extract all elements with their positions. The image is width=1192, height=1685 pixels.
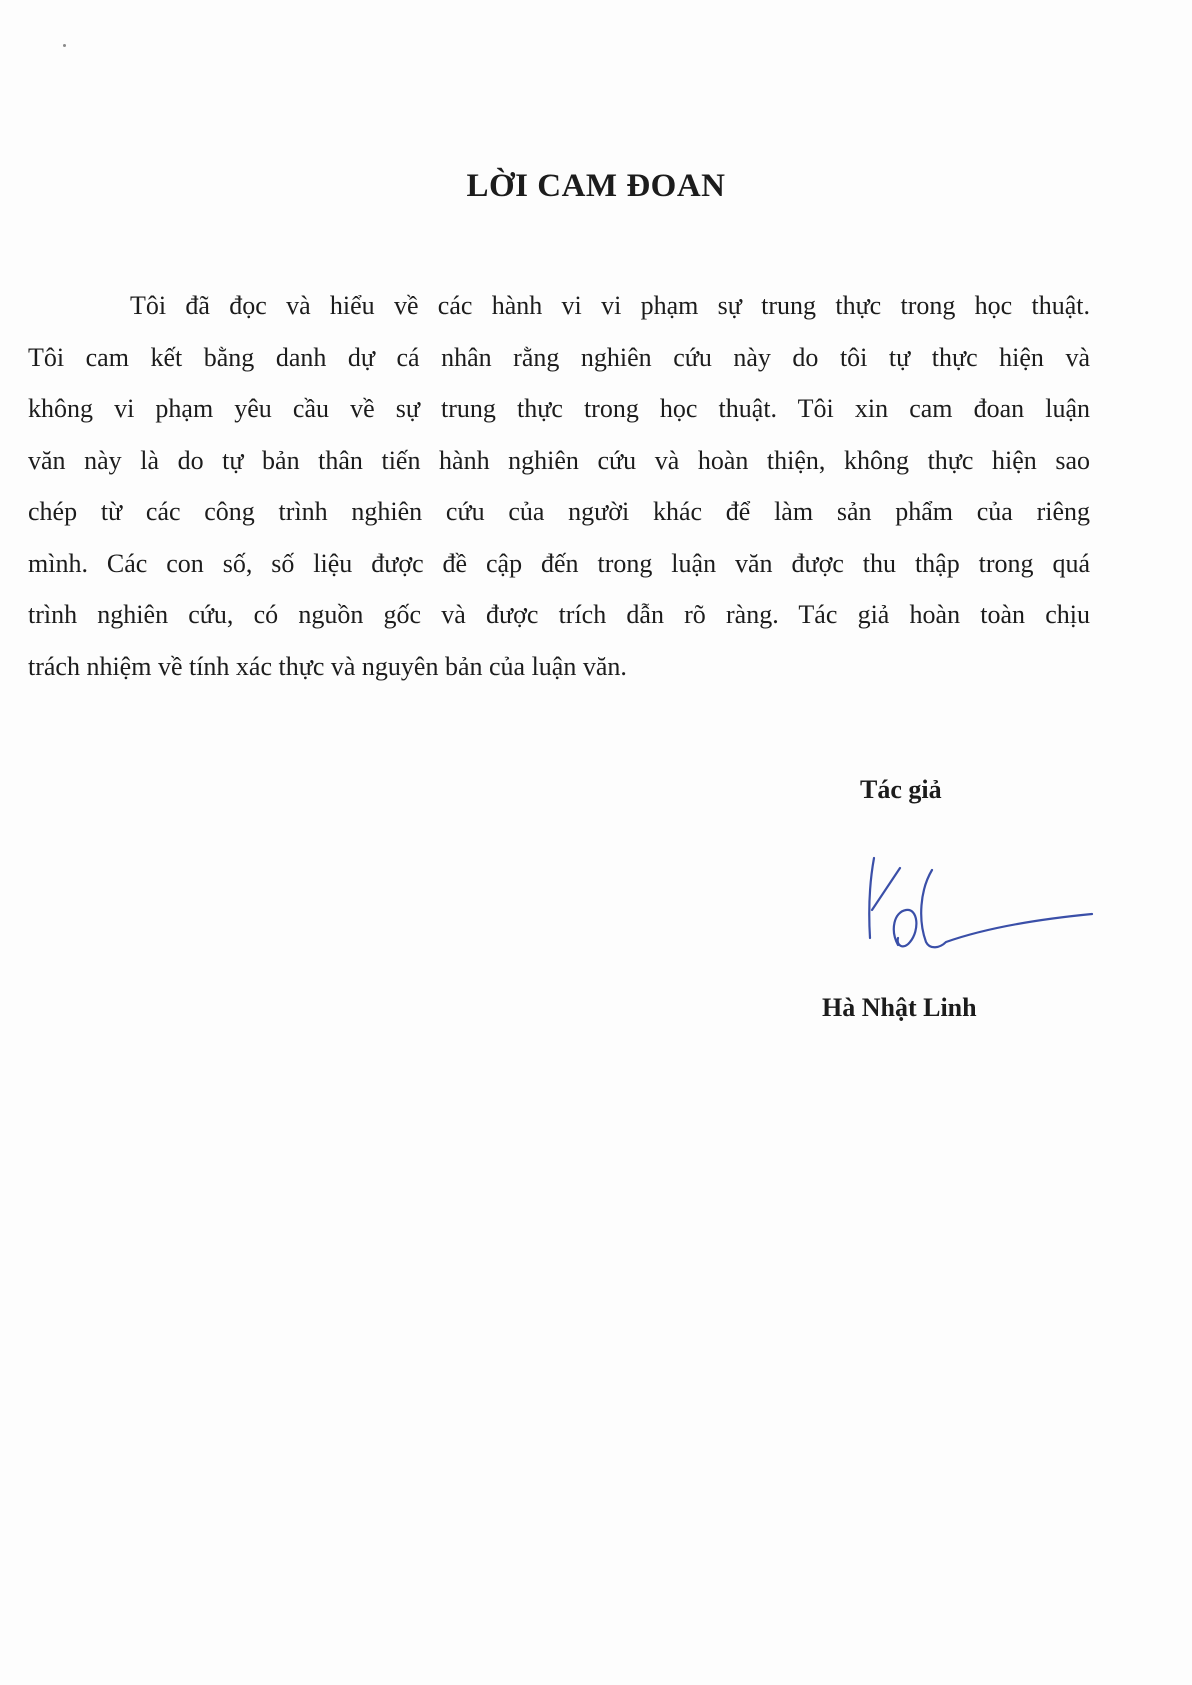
paragraph-line: Tôi đã đọc và hiểu về các hành vi vi phạm sự trung thực trong học thuật.	[130, 291, 1090, 320]
paragraph-line: văn này là do tự bản thân tiến hành nghiên cứu và hoàn thiện, không thực hiện sao	[28, 445, 1090, 475]
author-role-label: Tác giả	[860, 775, 942, 804]
paragraph-line: mình. Các con số, số liệu được đề cập đến trong luận văn được thu thập trong quá	[28, 548, 1090, 578]
paragraph-line: Tôi cam kết bằng danh dự cá nhân rằng nghiên cứu này do tôi tự thực hiện và	[28, 342, 1090, 372]
declaration-paragraph	[28, 280, 1090, 692]
signature-mark	[860, 850, 1100, 960]
paragraph-line: không vi phạm yêu cầu về sự trung thực trong học thuật. Tôi xin cam đoan luận	[28, 394, 1090, 423]
scan-speck	[63, 44, 66, 47]
paragraph-line: trình nghiên cứu, có nguồn gốc và được trích dẫn rõ ràng. Tác giả hoàn toàn chịu	[28, 600, 1090, 629]
paragraph-line: trách nhiệm về tính xác thực và nguyên bản của luận văn.	[28, 651, 627, 681]
paragraph-line: chép từ các công trình nghiên cứu của người khác để làm sản phẩm của riêng	[28, 497, 1090, 526]
author-name: Hà Nhật Linh	[822, 993, 977, 1022]
page-title: LỜI CAM ĐOAN	[466, 168, 726, 204]
